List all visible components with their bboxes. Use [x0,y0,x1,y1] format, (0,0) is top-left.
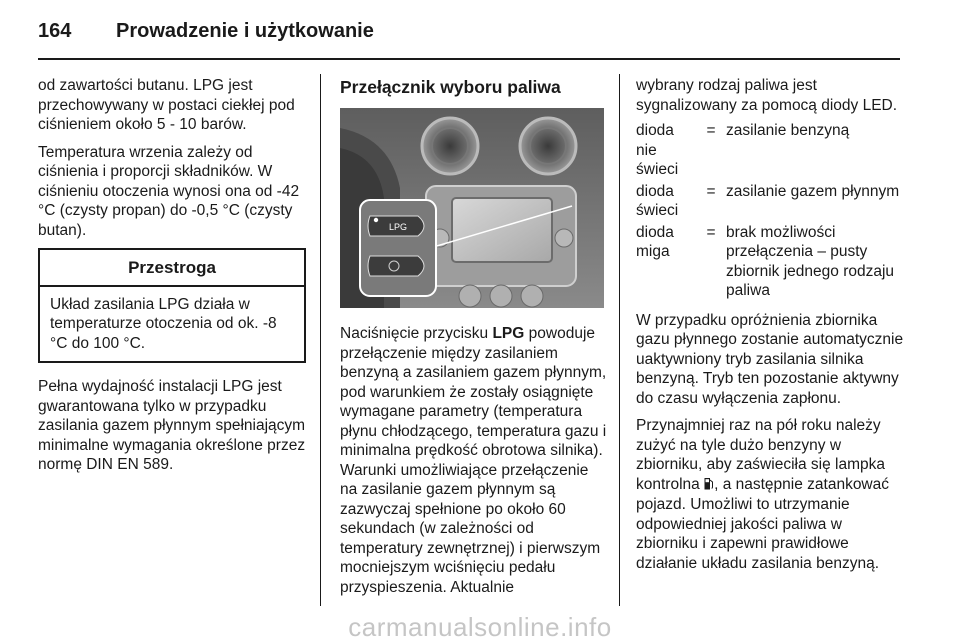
column-divider-left [320,74,321,606]
paragraph: Temperatura wrzenia zależy od ciśnienia i proporcji składników. W ciśnieniu otoczenia wynosi ona od -42 °C (czysty propan) do -0,5 °C (czysty butan). [38,143,300,239]
column-divider-right [619,74,620,606]
caution-box [38,248,306,363]
lpg-button-label: LPG [388,222,408,232]
caution-body: Układ zasilania LPG działa w temperaturze otoczenia od ok. -8 °C do 100 °C. [50,295,277,352]
watermark: carmanualsonline.info [348,612,612,642]
paragraph: wybrany rodzaj paliwa jest sygnalizowany za pomocą diody LED. [636,77,898,114]
lpg-term: LPG [492,325,525,342]
paragraph: W przypadku opróżnienia zbiornika gazu płynnego zostanie automatycznie uaktywniony tryb zasilania silnika benzyną. Tryb ten pozostanie aktywny do czasu wyłączenia zapłonu. [636,311,904,407]
section-heading: Przełącznik wyboru paliwa [340,77,561,97]
table-row: dioda miga = brak możliwości przełączenia – pusty zbiornik jednego rodzaju paliwa [636,223,895,299]
column-3 [636,76,904,581]
table-row: dioda nie świeci = zasilanie benzyną [636,122,850,178]
led-status-table [636,121,904,303]
paragraph: Przynajmniej raz na pół roku należy zużyć na tyle dużo benzyny w zbiorniku, aby zaświeciła się lampka kontrolna , a następnie zatankować pojazd. Umożliwi to utrzymanie odpowiedniej jakości paliwa w zbiorniku i zapewni prawidłowe działanie układu zasilania benzyną. [636,417,889,572]
caution-title: Przestroga [40,250,304,287]
page-title: Prowadzenie i użytkowanie [116,20,374,42]
fuel-pump-icon [704,476,714,496]
header-rule [38,58,900,60]
dashboard-figure [340,108,604,308]
paragraph: Pełna wydajność instalacji LPG jest gwarantowana tylko w przypadku zasilania gazem płynnym spełniającym minimalne wymagania określone przez normę DIN EN 589. [38,378,306,473]
page-number: 164 [38,20,72,42]
dashboard-illustration [340,108,604,308]
table-row: dioda świeci = zasilanie gazem płynnym [636,182,900,219]
column-2 [340,76,608,605]
paragraph: Naciśnięcie przycisku LPG powoduje przełączenie między zasilaniem benzyną a zasilaniem gazem płynnym, pod warunkiem że zostały osiągnięte wymagane parametry (temperatura płynu chłodzącego, temperatura gazu i minimalna prędkość obrotowa silnika). Warunki umożliwiające przełączenie na zasilanie gazem płynnym są zazwyczaj spełnione po około 60 sekundach (w zależności od temperatury zewnętrznej) i pierwszym mocniejszym wciśnięciu pedału przyspieszenia. Aktualnie [340,325,607,596]
paragraph: od zawartości butanu. LPG jest przechowywany w postaci ciekłej pod ciśnieniem około 5 - 10 barów. [38,77,295,133]
column-1 [38,76,306,483]
